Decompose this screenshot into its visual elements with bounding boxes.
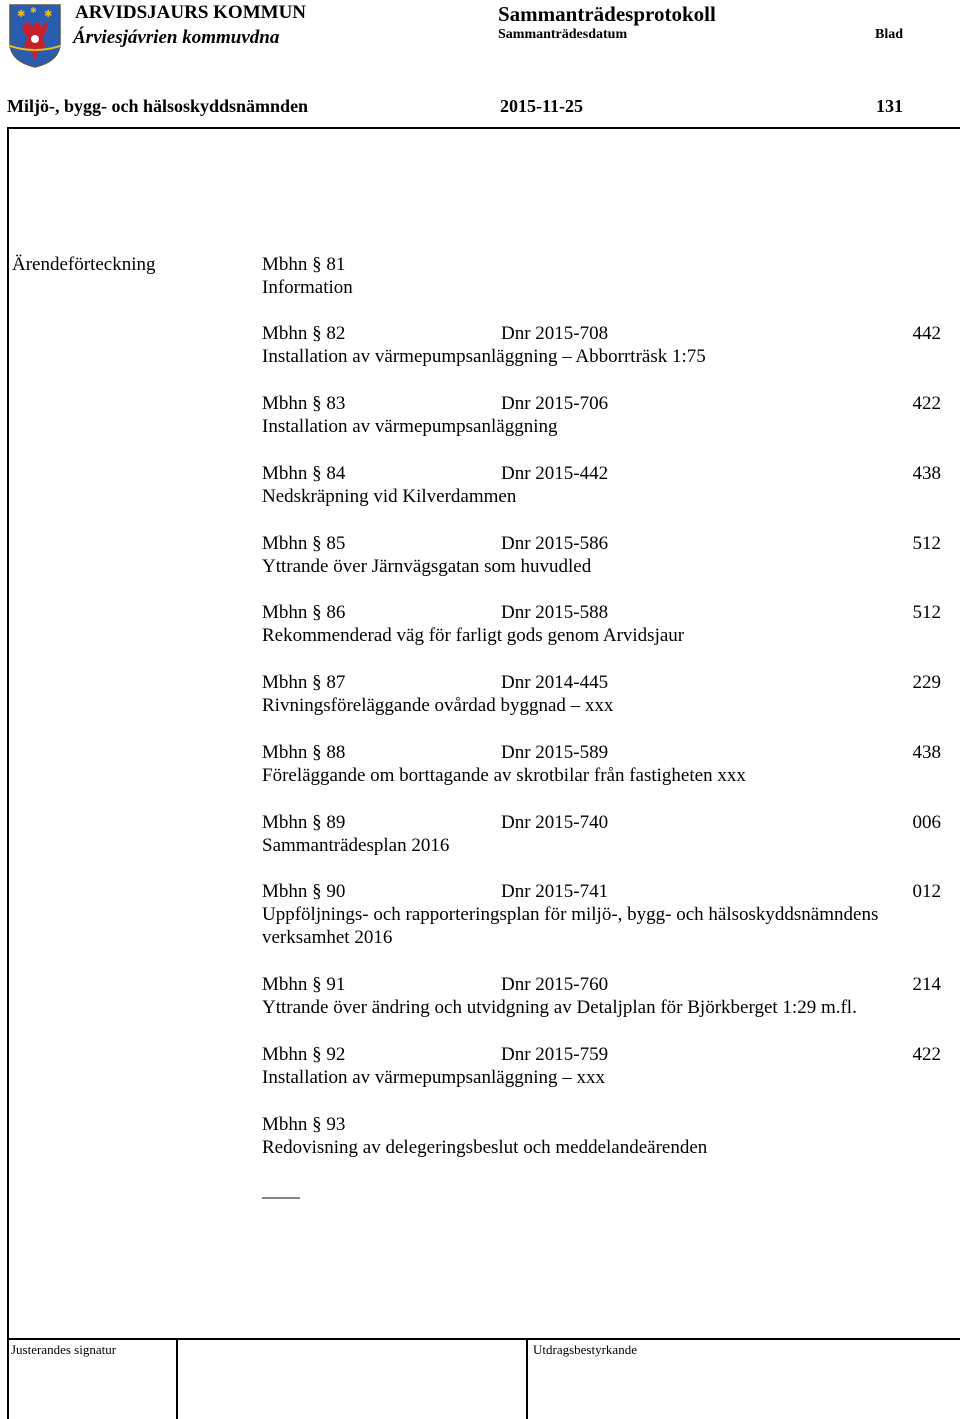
- agenda-item: [262, 253, 952, 299]
- agenda-item-title: Föreläggande om borttagande av skrotbilar från fastigheten xxx: [262, 765, 746, 786]
- agenda-item: [262, 671, 952, 717]
- agenda-item-header: [262, 671, 952, 694]
- agenda-item-title: verksamhet 2016: [262, 927, 393, 948]
- agenda-item-title: Rivningsföreläggande ovårdad byggnad – xxx: [262, 695, 614, 716]
- paragraph-number: Mbhn § 91: [262, 974, 346, 995]
- classification-code: 422: [912, 393, 941, 414]
- paragraph-number: Mbhn § 84: [262, 463, 346, 484]
- agenda-item-header: [262, 322, 952, 345]
- diary-number: Dnr 2015-706: [501, 393, 609, 414]
- agenda-item: [262, 322, 952, 368]
- agenda-item-header: [262, 1043, 952, 1066]
- agenda-item-header: [262, 973, 952, 996]
- classification-code: 512: [912, 533, 941, 554]
- frame-left-line: [7, 127, 9, 1419]
- agenda-item-title: Installation av värmepumpsanläggning – xxx: [262, 1067, 605, 1088]
- committee-name: Miljö-, bygg- och hälsoskyddsnämnden: [7, 96, 309, 116]
- paragraph-number: Mbhn § 93: [262, 1114, 346, 1135]
- paragraph-number: Mbhn § 83: [262, 393, 346, 414]
- diary-number: Dnr 2015-759: [501, 1044, 609, 1065]
- meeting-date: 2015-11-25: [500, 96, 583, 116]
- extract-label: Utdragsbestyrkande: [533, 1342, 637, 1357]
- svg-text:✱: ✱: [44, 9, 53, 20]
- footer-top-line: [7, 1338, 960, 1340]
- page-number: 131: [876, 96, 903, 116]
- agenda-item: [262, 741, 952, 787]
- agenda-item: [262, 462, 952, 508]
- agenda-item-title: Installation av värmepumpsanläggning – Abborrträsk 1:75: [262, 346, 706, 367]
- agenda-item-title: Yttrande över Järnvägsgatan som huvudled: [262, 556, 592, 577]
- footer-divider-2: [526, 1338, 528, 1419]
- agenda-item-title: Yttrande över ändring och utvidgning av Detaljplan för Björkberget 1:29 m.fl.: [262, 997, 857, 1018]
- agenda-item-header: [262, 392, 952, 415]
- agenda-item-header: [262, 253, 952, 276]
- agenda-item: [262, 1113, 952, 1159]
- meeting-date-label: Sammanträdesdatum: [498, 27, 628, 42]
- agenda-item-title: Installation av värmepumpsanläggning: [262, 416, 558, 437]
- diary-number: Dnr 2015-586: [501, 533, 609, 554]
- classification-code: 229: [912, 672, 941, 693]
- agenda-item-header: [262, 880, 952, 903]
- diary-number: Dnr 2015-708: [501, 323, 609, 344]
- agenda-item-header: [262, 741, 952, 764]
- svg-text:✱: ✱: [17, 9, 26, 20]
- agenda-item: [262, 601, 952, 647]
- agenda-item: [262, 973, 952, 1019]
- agenda-item-title: Rekommenderad väg för farligt gods genom Arvidsjaur: [262, 625, 685, 646]
- agenda-item-header: [262, 532, 952, 555]
- classification-code: 012: [912, 881, 941, 902]
- diary-number: Dnr 2015-760: [501, 974, 609, 995]
- agenda-item-header: [262, 811, 952, 834]
- page-label: Blad: [875, 27, 904, 42]
- org-name: ARVIDSJAURS KOMMUN: [75, 2, 307, 23]
- frame-top-line: [7, 127, 960, 129]
- classification-code: 438: [912, 463, 941, 484]
- section-title: Ärendeförteckning: [12, 254, 156, 275]
- diary-number: Dnr 2015-442: [501, 463, 609, 484]
- diary-number: Dnr 2015-588: [501, 602, 609, 623]
- org-name-sami: Árviesjávrien kommuvdna: [73, 27, 280, 48]
- agenda-item: [262, 392, 952, 438]
- classification-code: 512: [912, 602, 941, 623]
- agenda-item: [262, 1043, 952, 1089]
- classification-code: 442: [912, 323, 941, 344]
- agenda-item-header: [262, 462, 952, 485]
- agenda-item-title: Nedskräpning vid Kilverdammen: [262, 486, 517, 507]
- agenda-item-title: Sammanträdesplan 2016: [262, 835, 450, 856]
- agenda-item: [262, 880, 952, 949]
- classification-code: 214: [912, 974, 941, 995]
- paragraph-number: Mbhn § 88: [262, 742, 346, 763]
- classification-code: 438: [912, 742, 941, 763]
- classification-code: 006: [912, 812, 941, 833]
- svg-text:✱: ✱: [30, 6, 37, 15]
- paragraph-number: Mbhn § 89: [262, 812, 346, 833]
- paragraph-number: Mbhn § 82: [262, 323, 346, 344]
- agenda-item-title: Redovisning av delegeringsbeslut och meddelandeärenden: [262, 1137, 708, 1158]
- paragraph-number: Mbhn § 86: [262, 602, 346, 623]
- paragraph-number: Mbhn § 85: [262, 533, 346, 554]
- agenda-item-title: Uppföljnings- och rapporteringsplan för miljö-, bygg- och hälsoskyddsnämndens: [262, 904, 879, 925]
- paragraph-number: Mbhn § 81: [262, 254, 346, 275]
- diary-number: Dnr 2015-589: [501, 742, 609, 763]
- signature-label: Justerandes signatur: [11, 1342, 117, 1357]
- agenda-item-header: [262, 601, 952, 624]
- agenda-item: [262, 811, 952, 857]
- agenda-item-header: [262, 1113, 952, 1136]
- agenda-item: [262, 532, 952, 578]
- footer-divider-1: [176, 1338, 178, 1419]
- municipality-crest-logo: [8, 3, 62, 69]
- paragraph-number: Mbhn § 92: [262, 1044, 346, 1065]
- diary-number: Dnr 2015-741: [501, 881, 609, 902]
- document-title: Sammanträdesprotokoll: [498, 2, 716, 26]
- agenda-item-title: Information: [262, 277, 353, 298]
- diary-number: Dnr 2015-740: [501, 812, 609, 833]
- paragraph-number: Mbhn § 90: [262, 881, 346, 902]
- classification-code: 422: [912, 1044, 941, 1065]
- end-mark: ____: [262, 1180, 300, 1201]
- diary-number: Dnr 2014-445: [501, 672, 609, 693]
- paragraph-number: Mbhn § 87: [262, 672, 346, 693]
